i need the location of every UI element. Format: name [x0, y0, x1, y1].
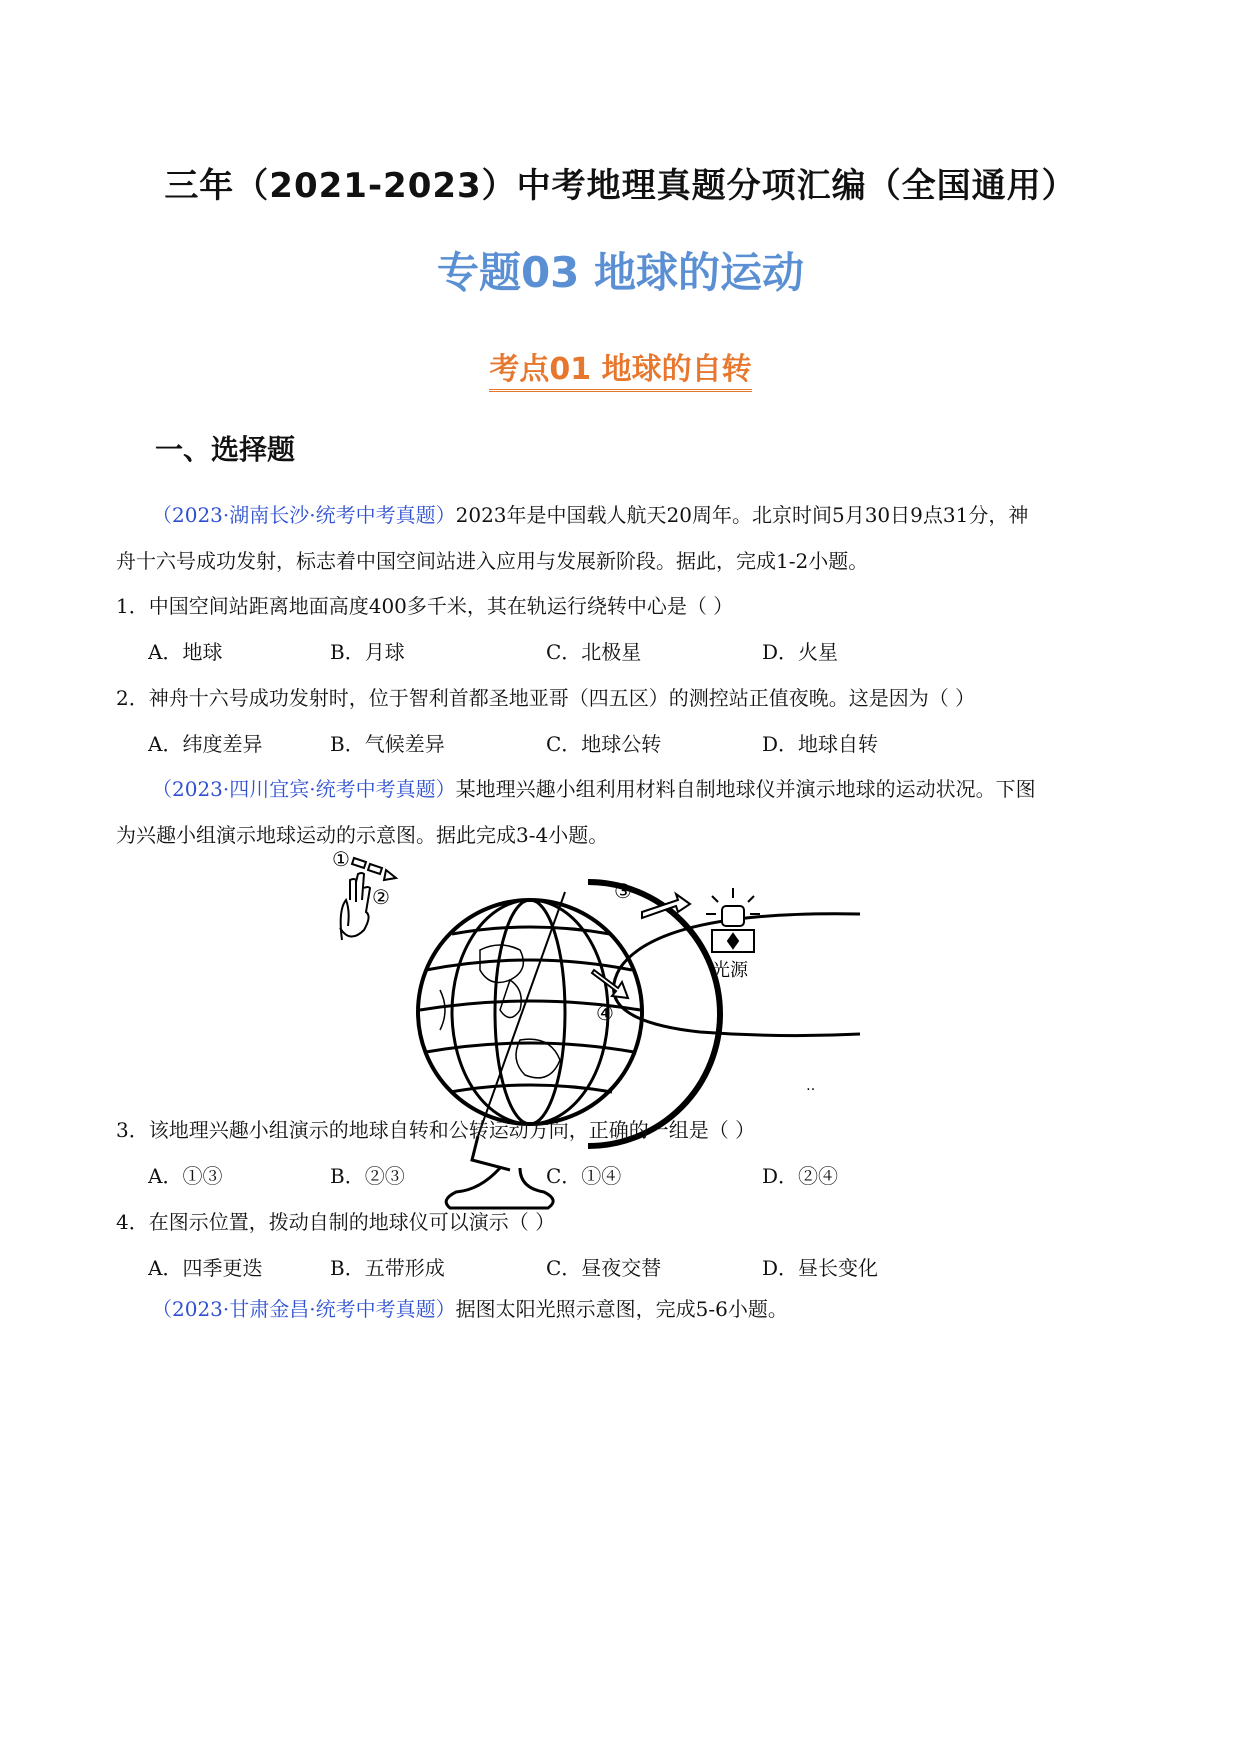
section-heading: 一、选择题 — [155, 433, 296, 466]
question-3: 3．该地理兴趣小组演示的地球自转和公转运动方向，正确的一组是（ ） — [116, 1118, 756, 1142]
q4-option-c: C．昼夜交替 — [546, 1256, 662, 1280]
q4-option-b: B．五带形成 — [330, 1256, 445, 1280]
group3-line1 — [116, 1286, 1126, 1332]
kaodian-heading — [0, 344, 1241, 388]
arrow-1-2 — [352, 858, 396, 880]
group2-text-1: 某地理兴趣小组利用材料自制地球仪并演示地球的运动状况。下图 — [455, 777, 1036, 801]
arrow-4 — [592, 970, 628, 998]
kaodian-label: 考点01 地球的自转 — [489, 352, 751, 392]
question-2: 2．神舟十六号成功发射时，位于智利首都圣地亚哥（四五区）的测控站正值夜晚。这是因为（ ） — [116, 686, 976, 710]
globe-base — [446, 1168, 553, 1208]
light-source-icon — [706, 888, 760, 952]
q4-option-a: A．四季更迭 — [148, 1256, 263, 1280]
source-tag: （2023·甘肃金昌·统考中考真题） — [152, 1297, 456, 1321]
stray-mark: ‥ — [806, 1078, 816, 1094]
source-tag: （2023·四川宜宾·统考中考真题） — [152, 777, 456, 801]
group2-line1 — [116, 766, 1126, 812]
q2-option-b: B．气候差异 — [330, 732, 445, 756]
q3-option-d: D．②④ — [762, 1164, 839, 1188]
document-title: 三年（2021-2023）中考地理真题分项汇编（全国通用） — [164, 166, 1077, 206]
hand-icon — [340, 873, 370, 940]
q3-option-c: C．①④ — [546, 1164, 622, 1188]
marker-4: ④ — [596, 1001, 614, 1025]
marker-1: ① — [332, 847, 350, 871]
marker-2: ② — [372, 885, 390, 909]
light-source-label: 光源 — [712, 960, 748, 981]
topic-title: 专题03 地球的运动 — [436, 248, 805, 297]
q1-option-c: C．北极星 — [546, 640, 642, 664]
q4-option-d: D．昼长变化 — [762, 1256, 879, 1280]
q3-option-a: A．①③ — [148, 1164, 223, 1188]
q2-option-a: A．纬度差异 — [148, 732, 263, 756]
q2-option-c: C．地球公转 — [546, 732, 662, 756]
group2-intro — [116, 766, 1126, 858]
question-1: 1．中国空间站距离地面高度400多千米，其在轨运行绕转中心是（ ） — [116, 594, 734, 618]
q3-option-b: B．②③ — [330, 1164, 405, 1188]
longitude-line — [495, 900, 565, 1124]
group1-intro — [116, 492, 1126, 584]
q1-option-d: D．火星 — [762, 640, 839, 664]
group2-line2: 为兴趣小组演示地球运动的示意图。据此完成3-4小题。 — [116, 823, 609, 847]
group3-intro — [116, 1286, 1126, 1332]
group3-text: 据图太阳光照示意图，完成5-6小题。 — [455, 1297, 788, 1321]
longitude-line — [452, 900, 608, 1124]
group1-line2: 舟十六号成功发射，标志着中国空间站进入应用与发展新阶段。据此，完成1-2小题。 — [116, 549, 869, 573]
source-tag: （2023·湖南长沙·统考中考真题） — [152, 503, 456, 527]
q2-option-d: D．地球自转 — [762, 732, 879, 756]
question-4: 4．在图示位置，拨动自制的地球仪可以演示（ ） — [116, 1210, 556, 1234]
group1-line1 — [116, 492, 1126, 538]
group1-text-1: 2023年是中国载人航天20周年。北京时间5月30日9点31分，神 — [455, 503, 1029, 527]
marker-3: ③ — [614, 879, 632, 903]
q1-option-a: A．地球 — [148, 640, 223, 664]
q1-option-b: B．月球 — [330, 640, 405, 664]
